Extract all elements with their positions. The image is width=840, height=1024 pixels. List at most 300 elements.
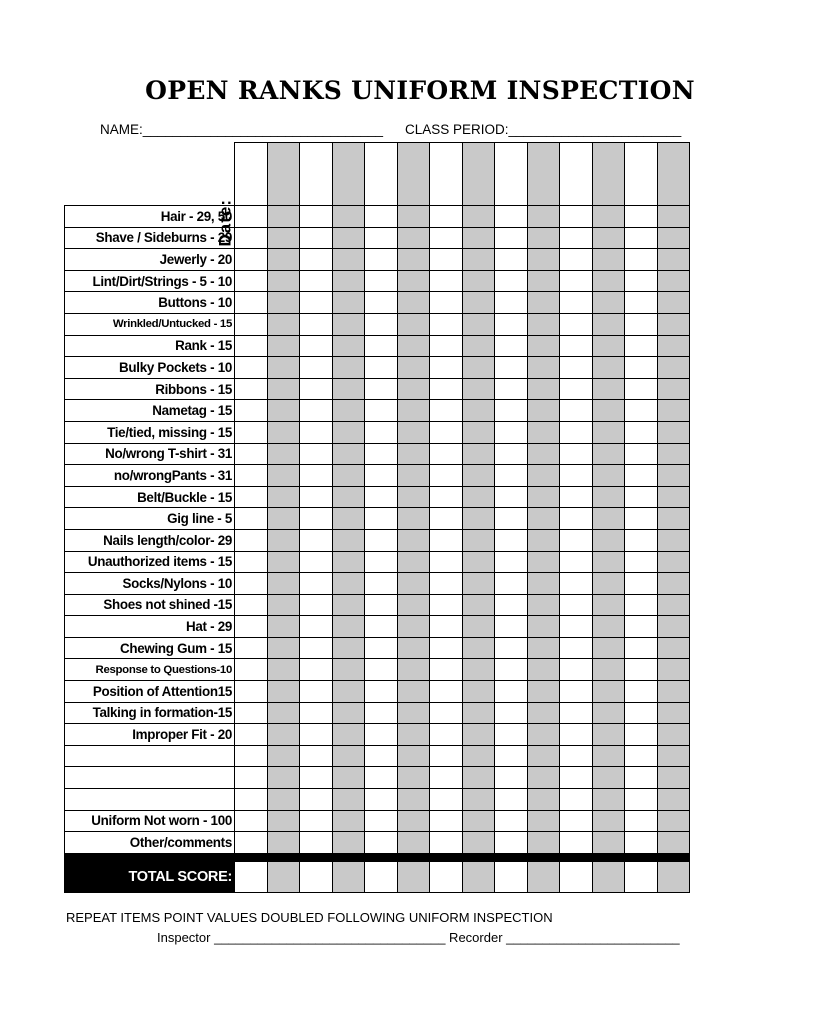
score-cell[interactable] [397, 249, 430, 271]
score-cell[interactable] [235, 637, 268, 659]
score-cell[interactable] [560, 227, 593, 249]
score-cell[interactable] [462, 681, 495, 703]
score-cell[interactable] [527, 378, 560, 400]
score-cell[interactable] [560, 789, 593, 811]
score-cell[interactable] [560, 421, 593, 443]
score-cell[interactable] [300, 702, 333, 724]
score-cell[interactable] [592, 378, 625, 400]
score-cell[interactable] [527, 659, 560, 681]
score-cell[interactable] [397, 378, 430, 400]
score-cell[interactable] [365, 724, 398, 746]
score-cell[interactable] [592, 832, 625, 854]
score-cell[interactable] [527, 465, 560, 487]
score-cell[interactable] [397, 681, 430, 703]
score-cell[interactable] [657, 767, 690, 789]
score-cell[interactable] [300, 378, 333, 400]
score-cell[interactable] [332, 249, 365, 271]
score-cell[interactable] [657, 313, 690, 335]
score-cell[interactable] [495, 594, 528, 616]
score-cell[interactable] [495, 529, 528, 551]
score-cell[interactable] [300, 206, 333, 228]
score-cell[interactable] [462, 335, 495, 357]
score-cell[interactable] [430, 378, 463, 400]
score-cell[interactable] [332, 724, 365, 746]
score-cell[interactable] [657, 551, 690, 573]
total-cell[interactable] [397, 861, 430, 892]
score-cell[interactable] [430, 486, 463, 508]
score-cell[interactable] [495, 443, 528, 465]
score-cell[interactable] [235, 832, 268, 854]
score-cell[interactable] [560, 702, 593, 724]
score-cell[interactable] [332, 637, 365, 659]
score-cell[interactable] [430, 724, 463, 746]
score-cell[interactable] [462, 206, 495, 228]
score-cell[interactable] [560, 335, 593, 357]
score-cell[interactable] [657, 270, 690, 292]
score-cell[interactable] [267, 465, 300, 487]
score-cell[interactable] [657, 832, 690, 854]
score-cell[interactable] [235, 681, 268, 703]
score-cell[interactable] [625, 508, 658, 530]
score-cell[interactable] [267, 508, 300, 530]
total-cell[interactable] [365, 861, 398, 892]
score-cell[interactable] [462, 529, 495, 551]
score-cell[interactable] [462, 832, 495, 854]
score-cell[interactable] [397, 616, 430, 638]
score-cell[interactable] [657, 573, 690, 595]
score-cell[interactable] [300, 832, 333, 854]
score-cell[interactable] [495, 681, 528, 703]
score-cell[interactable] [365, 789, 398, 811]
score-cell[interactable] [592, 206, 625, 228]
score-cell[interactable] [430, 421, 463, 443]
score-cell[interactable] [560, 810, 593, 832]
score-cell[interactable] [527, 616, 560, 638]
score-cell[interactable] [592, 443, 625, 465]
score-cell[interactable] [397, 702, 430, 724]
score-cell[interactable] [267, 292, 300, 314]
date-cell[interactable] [365, 143, 398, 206]
score-cell[interactable] [462, 702, 495, 724]
score-cell[interactable] [625, 529, 658, 551]
score-cell[interactable] [365, 529, 398, 551]
score-cell[interactable] [560, 206, 593, 228]
score-cell[interactable] [657, 249, 690, 271]
date-cell[interactable] [592, 143, 625, 206]
score-cell[interactable] [397, 745, 430, 767]
score-cell[interactable] [527, 832, 560, 854]
score-cell[interactable] [657, 421, 690, 443]
score-cell[interactable] [267, 789, 300, 811]
date-cell[interactable] [235, 143, 268, 206]
score-cell[interactable] [397, 400, 430, 422]
score-cell[interactable] [495, 724, 528, 746]
score-cell[interactable] [235, 206, 268, 228]
score-cell[interactable] [267, 400, 300, 422]
score-cell[interactable] [495, 400, 528, 422]
score-cell[interactable] [300, 313, 333, 335]
total-cell[interactable] [462, 861, 495, 892]
score-cell[interactable] [332, 573, 365, 595]
score-cell[interactable] [625, 789, 658, 811]
score-cell[interactable] [300, 724, 333, 746]
score-cell[interactable] [235, 249, 268, 271]
score-cell[interactable] [332, 270, 365, 292]
score-cell[interactable] [560, 508, 593, 530]
score-cell[interactable] [300, 616, 333, 638]
score-cell[interactable] [527, 292, 560, 314]
date-cell[interactable] [657, 143, 690, 206]
total-cell[interactable] [592, 861, 625, 892]
score-cell[interactable] [592, 421, 625, 443]
score-cell[interactable] [560, 357, 593, 379]
score-cell[interactable] [300, 681, 333, 703]
score-cell[interactable] [495, 421, 528, 443]
score-cell[interactable] [462, 594, 495, 616]
date-cell[interactable] [527, 143, 560, 206]
score-cell[interactable] [397, 206, 430, 228]
score-cell[interactable] [495, 249, 528, 271]
score-cell[interactable] [592, 227, 625, 249]
total-cell[interactable] [332, 861, 365, 892]
score-cell[interactable] [625, 594, 658, 616]
score-cell[interactable] [462, 378, 495, 400]
score-cell[interactable] [267, 681, 300, 703]
score-cell[interactable] [527, 227, 560, 249]
score-cell[interactable] [397, 810, 430, 832]
score-cell[interactable] [430, 227, 463, 249]
score-cell[interactable] [625, 724, 658, 746]
score-cell[interactable] [430, 637, 463, 659]
score-cell[interactable] [365, 616, 398, 638]
score-cell[interactable] [495, 378, 528, 400]
score-cell[interactable] [625, 486, 658, 508]
score-cell[interactable] [235, 810, 268, 832]
score-cell[interactable] [332, 594, 365, 616]
total-cell[interactable] [495, 861, 528, 892]
date-cell[interactable] [267, 143, 300, 206]
score-cell[interactable] [300, 659, 333, 681]
score-cell[interactable] [365, 745, 398, 767]
score-cell[interactable] [332, 313, 365, 335]
score-cell[interactable] [430, 767, 463, 789]
score-cell[interactable] [332, 486, 365, 508]
score-cell[interactable] [527, 443, 560, 465]
score-cell[interactable] [267, 767, 300, 789]
score-cell[interactable] [235, 573, 268, 595]
score-cell[interactable] [657, 465, 690, 487]
score-cell[interactable] [657, 335, 690, 357]
date-cell[interactable] [625, 143, 658, 206]
score-cell[interactable] [560, 745, 593, 767]
score-cell[interactable] [332, 551, 365, 573]
score-cell[interactable] [495, 616, 528, 638]
score-cell[interactable] [365, 594, 398, 616]
score-cell[interactable] [332, 378, 365, 400]
score-cell[interactable] [300, 745, 333, 767]
score-cell[interactable] [365, 378, 398, 400]
score-cell[interactable] [625, 400, 658, 422]
score-cell[interactable] [625, 357, 658, 379]
score-cell[interactable] [462, 443, 495, 465]
score-cell[interactable] [300, 335, 333, 357]
score-cell[interactable] [625, 443, 658, 465]
score-cell[interactable] [365, 508, 398, 530]
score-cell[interactable] [462, 659, 495, 681]
score-cell[interactable] [657, 594, 690, 616]
score-cell[interactable] [527, 810, 560, 832]
score-cell[interactable] [332, 400, 365, 422]
score-cell[interactable] [592, 551, 625, 573]
score-cell[interactable] [300, 637, 333, 659]
score-cell[interactable] [332, 529, 365, 551]
score-cell[interactable] [527, 529, 560, 551]
score-cell[interactable] [495, 702, 528, 724]
score-cell[interactable] [462, 616, 495, 638]
score-cell[interactable] [300, 421, 333, 443]
score-cell[interactable] [430, 702, 463, 724]
score-cell[interactable] [430, 443, 463, 465]
score-cell[interactable] [495, 227, 528, 249]
score-cell[interactable] [332, 443, 365, 465]
score-cell[interactable] [495, 270, 528, 292]
score-cell[interactable] [592, 616, 625, 638]
score-cell[interactable] [560, 443, 593, 465]
score-cell[interactable] [560, 616, 593, 638]
score-cell[interactable] [527, 594, 560, 616]
score-cell[interactable] [527, 637, 560, 659]
score-cell[interactable] [332, 292, 365, 314]
score-cell[interactable] [430, 681, 463, 703]
score-cell[interactable] [397, 832, 430, 854]
score-cell[interactable] [462, 227, 495, 249]
score-cell[interactable] [592, 724, 625, 746]
score-cell[interactable] [592, 357, 625, 379]
score-cell[interactable] [332, 465, 365, 487]
score-cell[interactable] [462, 508, 495, 530]
score-cell[interactable] [332, 206, 365, 228]
score-cell[interactable] [495, 206, 528, 228]
score-cell[interactable] [495, 313, 528, 335]
score-cell[interactable] [462, 357, 495, 379]
score-cell[interactable] [657, 789, 690, 811]
score-cell[interactable] [235, 227, 268, 249]
score-cell[interactable] [592, 659, 625, 681]
score-cell[interactable] [462, 270, 495, 292]
score-cell[interactable] [397, 789, 430, 811]
score-cell[interactable] [365, 681, 398, 703]
score-cell[interactable] [657, 486, 690, 508]
score-cell[interactable] [462, 400, 495, 422]
score-cell[interactable] [235, 508, 268, 530]
score-cell[interactable] [365, 486, 398, 508]
score-cell[interactable] [657, 702, 690, 724]
score-cell[interactable] [267, 573, 300, 595]
score-cell[interactable] [495, 486, 528, 508]
score-cell[interactable] [332, 832, 365, 854]
score-cell[interactable] [527, 745, 560, 767]
score-cell[interactable] [625, 573, 658, 595]
score-cell[interactable] [592, 335, 625, 357]
total-cell[interactable] [430, 861, 463, 892]
signature-line[interactable]: Inspector ________________________________ Recorder ________________________ [157, 930, 680, 945]
score-cell[interactable] [657, 529, 690, 551]
score-cell[interactable] [527, 767, 560, 789]
score-cell[interactable] [527, 313, 560, 335]
score-cell[interactable] [267, 637, 300, 659]
score-cell[interactable] [462, 810, 495, 832]
score-cell[interactable] [365, 227, 398, 249]
score-cell[interactable] [560, 292, 593, 314]
score-cell[interactable] [267, 486, 300, 508]
score-cell[interactable] [397, 573, 430, 595]
score-cell[interactable] [267, 594, 300, 616]
score-cell[interactable] [495, 551, 528, 573]
score-cell[interactable] [397, 659, 430, 681]
score-cell[interactable] [267, 616, 300, 638]
total-cell[interactable] [527, 861, 560, 892]
score-cell[interactable] [592, 400, 625, 422]
score-cell[interactable] [365, 810, 398, 832]
score-cell[interactable] [527, 724, 560, 746]
score-cell[interactable] [365, 206, 398, 228]
score-cell[interactable] [332, 335, 365, 357]
score-cell[interactable] [592, 594, 625, 616]
score-cell[interactable] [495, 745, 528, 767]
score-cell[interactable] [267, 724, 300, 746]
score-cell[interactable] [365, 767, 398, 789]
score-cell[interactable] [657, 443, 690, 465]
score-cell[interactable] [430, 206, 463, 228]
score-cell[interactable] [267, 357, 300, 379]
date-cell[interactable] [430, 143, 463, 206]
score-cell[interactable] [527, 551, 560, 573]
score-cell[interactable] [267, 206, 300, 228]
score-cell[interactable] [495, 357, 528, 379]
score-cell[interactable] [560, 832, 593, 854]
score-cell[interactable] [235, 465, 268, 487]
total-cell[interactable] [267, 861, 300, 892]
score-cell[interactable] [462, 573, 495, 595]
score-cell[interactable] [625, 551, 658, 573]
score-cell[interactable] [397, 529, 430, 551]
score-cell[interactable] [495, 335, 528, 357]
date-cell[interactable] [495, 143, 528, 206]
score-cell[interactable] [430, 357, 463, 379]
score-cell[interactable] [560, 724, 593, 746]
score-cell[interactable] [267, 702, 300, 724]
score-cell[interactable] [527, 421, 560, 443]
score-cell[interactable] [560, 249, 593, 271]
score-cell[interactable] [300, 270, 333, 292]
score-cell[interactable] [332, 659, 365, 681]
score-cell[interactable] [560, 659, 593, 681]
score-cell[interactable] [560, 313, 593, 335]
score-cell[interactable] [300, 767, 333, 789]
score-cell[interactable] [625, 767, 658, 789]
score-cell[interactable] [527, 681, 560, 703]
score-cell[interactable] [625, 378, 658, 400]
score-cell[interactable] [235, 421, 268, 443]
score-cell[interactable] [592, 681, 625, 703]
score-cell[interactable] [462, 637, 495, 659]
score-cell[interactable] [527, 486, 560, 508]
score-cell[interactable] [625, 681, 658, 703]
score-cell[interactable] [592, 637, 625, 659]
score-cell[interactable] [332, 421, 365, 443]
score-cell[interactable] [592, 702, 625, 724]
score-cell[interactable] [300, 465, 333, 487]
score-cell[interactable] [657, 508, 690, 530]
score-cell[interactable] [430, 573, 463, 595]
total-cell[interactable] [300, 861, 333, 892]
score-cell[interactable] [430, 400, 463, 422]
score-cell[interactable] [397, 465, 430, 487]
score-cell[interactable] [332, 227, 365, 249]
score-cell[interactable] [365, 832, 398, 854]
score-cell[interactable] [430, 745, 463, 767]
score-cell[interactable] [495, 789, 528, 811]
score-cell[interactable] [332, 702, 365, 724]
score-cell[interactable] [430, 270, 463, 292]
score-cell[interactable] [625, 745, 658, 767]
score-cell[interactable] [657, 378, 690, 400]
score-cell[interactable] [332, 810, 365, 832]
score-cell[interactable] [625, 335, 658, 357]
score-cell[interactable] [592, 292, 625, 314]
score-cell[interactable] [365, 637, 398, 659]
score-cell[interactable] [527, 508, 560, 530]
score-cell[interactable] [625, 637, 658, 659]
score-cell[interactable] [527, 335, 560, 357]
date-cell[interactable] [560, 143, 593, 206]
score-cell[interactable] [462, 292, 495, 314]
score-cell[interactable] [430, 616, 463, 638]
score-cell[interactable] [462, 724, 495, 746]
score-cell[interactable] [235, 443, 268, 465]
score-cell[interactable] [462, 465, 495, 487]
score-cell[interactable] [235, 292, 268, 314]
score-cell[interactable] [365, 335, 398, 357]
score-cell[interactable] [300, 443, 333, 465]
score-cell[interactable] [267, 745, 300, 767]
score-cell[interactable] [365, 292, 398, 314]
score-cell[interactable] [267, 421, 300, 443]
score-cell[interactable] [625, 616, 658, 638]
score-cell[interactable] [625, 270, 658, 292]
score-cell[interactable] [495, 465, 528, 487]
score-cell[interactable] [235, 767, 268, 789]
score-cell[interactable] [267, 313, 300, 335]
score-cell[interactable] [527, 357, 560, 379]
score-cell[interactable] [397, 551, 430, 573]
score-cell[interactable] [625, 292, 658, 314]
score-cell[interactable] [430, 594, 463, 616]
score-cell[interactable] [397, 421, 430, 443]
score-cell[interactable] [365, 702, 398, 724]
score-cell[interactable] [462, 421, 495, 443]
score-cell[interactable] [365, 421, 398, 443]
score-cell[interactable] [430, 551, 463, 573]
score-cell[interactable] [235, 529, 268, 551]
score-cell[interactable] [332, 508, 365, 530]
score-cell[interactable] [300, 486, 333, 508]
score-cell[interactable] [397, 508, 430, 530]
score-cell[interactable] [397, 443, 430, 465]
date-cell[interactable] [397, 143, 430, 206]
score-cell[interactable] [430, 249, 463, 271]
score-cell[interactable] [495, 637, 528, 659]
